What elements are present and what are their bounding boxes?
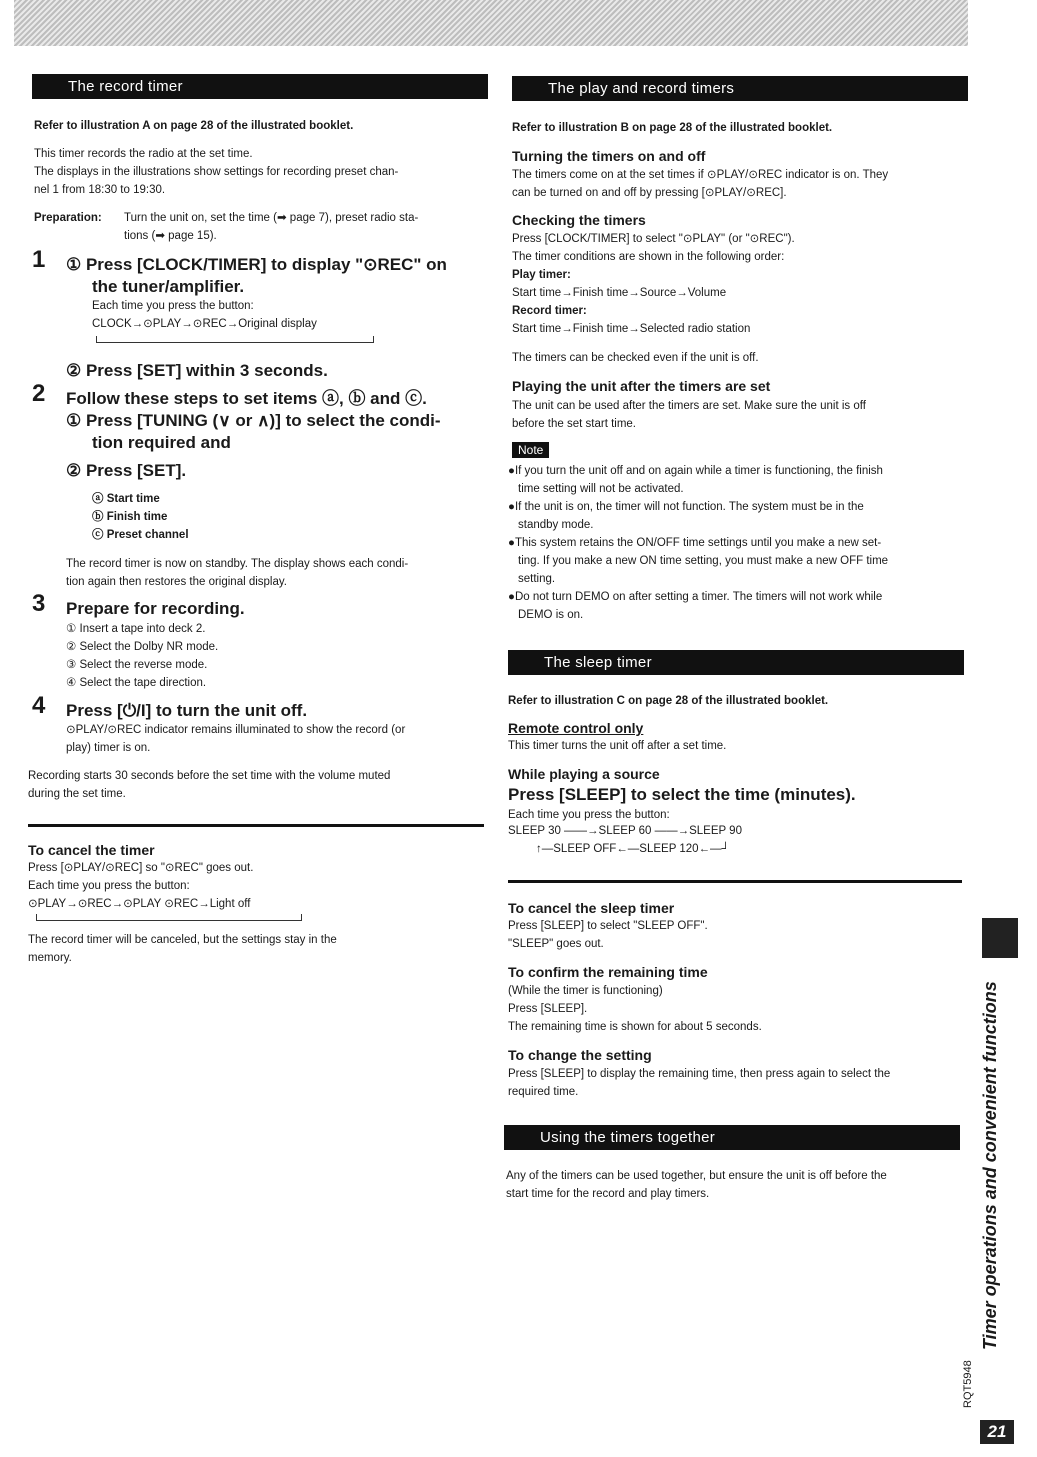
check-text: The timer conditions are shown in the following order: [512,251,785,263]
cancel-text: The record timer will be canceled, but the settings stay in the [28,934,337,946]
prep-label: Preparation: [34,212,102,224]
together-header: Using the timers together [504,1125,960,1150]
turn-text: can be turned on and off by pressing [⊙PLAY/⊙REC]. [512,187,787,199]
section-side-label: Timer operations and convenient functions [980,981,1000,1350]
sleep-sequence: ↑—SLEEP OFF←—SLEEP 120←—┘ [536,843,730,855]
prep-text: tions (➡ page 15). [124,230,217,242]
confirm-text: Press [SLEEP]. [508,1003,588,1015]
item-start-time: ⓐ Start time [92,493,160,505]
play-record-section [512,76,968,101]
together-section [504,1125,960,1150]
header-pattern [14,0,968,46]
remote-only: Remote control only [508,720,644,736]
step3-item: ③ Select the reverse mode. [66,659,208,671]
record-timer-label: Record timer: [512,305,587,317]
cancel-text: Press [⊙PLAY/⊙REC] so "⊙REC" goes out. [28,862,254,874]
change-text: required time. [508,1086,579,1098]
item-finish-time: ⓑ Finish time [92,511,168,523]
play-ref: Refer to illustration B on page 28 of the illustrated booklet. [512,122,833,134]
cancel-text: memory. [28,952,72,964]
play-record-header: The play and record timers [512,76,968,101]
rec-start-text: during the set time. [28,788,126,800]
note-item: ●If you turn the unit off and on again while a timer is functioning, the finish [508,465,883,477]
sequence-loop-line [96,336,374,343]
step3-title: Prepare for recording. [66,599,245,618]
step1-title: ① Press [CLOCK/TIMER] to display "⊙REC" on [66,255,447,274]
section-tab [982,918,1018,958]
step-number: 3 [32,590,46,617]
cancel-sleep-heading: To cancel the sleep timer [508,900,675,916]
together-text: Any of the timers can be used together, but ensure the unit is off before the [506,1170,887,1182]
record-timer-section [32,74,488,99]
play-timer-seq: Start time→Finish time→Source→Volume [512,287,727,299]
note-item: time setting will not be activated. [518,483,684,495]
step1-title: the tuner/amplifier. [92,277,245,296]
note-item: standby mode. [518,519,594,531]
record-ref: Refer to illustration A on page 28 of the illustrated booklet. [34,120,354,132]
cancel-sequence: ⊙PLAY→⊙REC→⊙PLAY ⊙REC→Light off [28,898,251,910]
step2-a: ① Press [TUNING (∨ or ∧)] to select the condi- [66,411,441,430]
divider [28,824,484,827]
check-heading: Checking the timers [512,212,646,228]
intro-line: This timer records the radio at the set time. [34,148,253,160]
step1-set: ② Press [SET] within 3 seconds. [66,361,328,380]
step3-item: ② Select the Dolby NR mode. [66,641,219,653]
cancel-text: Each time you press the button: [28,880,190,892]
change-heading: To change the setting [508,1047,652,1063]
intro-line: The displays in the illustrations show settings for recording preset chan- [34,166,399,178]
rec-start-text: Recording starts 30 seconds before the set time with the volume muted [28,770,391,782]
note-item: ting. If you make a new ON time setting, you must make a new OFF time [518,555,889,567]
divider [508,880,962,883]
standby-text: The record timer is now on standby. The display shows each condi- [66,558,409,570]
turn-text: The timers come on at the set times if ⊙PLAY/⊙REC indicator is on. They [512,169,889,181]
step-number: 1 [32,246,46,273]
step1-sequence: CLOCK→⊙PLAY→⊙REC→Original display [92,318,317,330]
confirm-text: The remaining time is shown for about 5 seconds. [508,1021,762,1033]
page-number: 21 [980,1420,1014,1444]
confirm-heading: To confirm the remaining time [508,964,708,980]
prep-text: Turn the unit on, set the time (➡ page 7), preset radio sta- [124,212,419,224]
press-sleep-title: Press [SLEEP] to select the time (minutes). [508,785,856,804]
note-item: DEMO is on. [518,609,584,621]
model-code: RQT5948 [962,1360,974,1408]
sleep-sequence: SLEEP 30 ——→SLEEP 60 ——→SLEEP 90 [508,825,742,837]
step4-title: Press [⏻/I] to turn the unit off. [66,701,308,720]
step3-item: ④ Select the tape direction. [66,677,207,689]
after-heading: Playing the unit after the timers are set [512,378,771,394]
while-heading: While playing a source [508,766,660,782]
sleep-timer-section [508,650,964,675]
play-timer-label: Play timer: [512,269,571,281]
note-item: setting. [518,573,556,585]
sleep-ref: Refer to illustration C on page 28 of the illustrated booklet. [508,695,829,707]
record-timer-header: The record timer [32,74,488,99]
step3-item: ① Insert a tape into deck 2. [66,623,206,635]
sleep-text: This timer turns the unit off after a set time. [508,740,727,752]
sleep-each: Each time you press the button: [508,809,670,821]
cancel-sleep-text: Press [SLEEP] to select "SLEEP OFF". [508,920,708,932]
after-text: The unit can be used after the timers are set. Make sure the unit is off [512,400,866,412]
step4-text: ⊙PLAY/⊙REC indicator remains illuminated to show the record (or [66,724,406,736]
after-text: before the set start time. [512,418,637,430]
check-text: The timers can be checked even if the unit is off. [512,352,759,364]
standby-text: tion again then restores the original display. [66,576,287,588]
record-timer-seq: Start time→Finish time→Selected radio station [512,323,751,335]
step2-b: ② Press [SET]. [66,461,187,480]
sleep-timer-header: The sleep timer [508,650,964,675]
sequence-loop-line [36,914,302,921]
step-number: 4 [32,692,46,719]
turn-heading: Turning the timers on and off [512,148,706,164]
note-item: ●This system retains the ON/OFF time settings until you make a new set- [508,537,882,549]
step4-text: play) timer is on. [66,742,151,754]
check-text: Press [CLOCK/TIMER] to select "⊙PLAY" (or "⊙REC"). [512,233,795,245]
note-item: ●If the unit is on, the timer will not function. The system must be in the [508,501,864,513]
note-item: ●Do not turn DEMO on after setting a timer. The timers will not work while [508,591,883,603]
together-text: start time for the record and play timers. [506,1188,710,1200]
cancel-sleep-text: "SLEEP" goes out. [508,938,604,950]
change-text: Press [SLEEP] to display the remaining time, then press again to select the [508,1068,891,1080]
item-preset-channel: ⓒ Preset channel [92,529,189,541]
note-badge: Note [512,442,549,458]
intro-line: nel 1 from 18:30 to 19:30. [34,184,166,196]
confirm-text: (While the timer is functioning) [508,985,663,997]
step-number: 2 [32,380,46,407]
step1-each: Each time you press the button: [92,300,254,312]
step2-title: Follow these steps to set items ⓐ, ⓑ and ⓒ. [66,389,427,408]
step2-a: tion required and [92,433,231,452]
cancel-timer-heading: To cancel the timer [28,842,155,858]
